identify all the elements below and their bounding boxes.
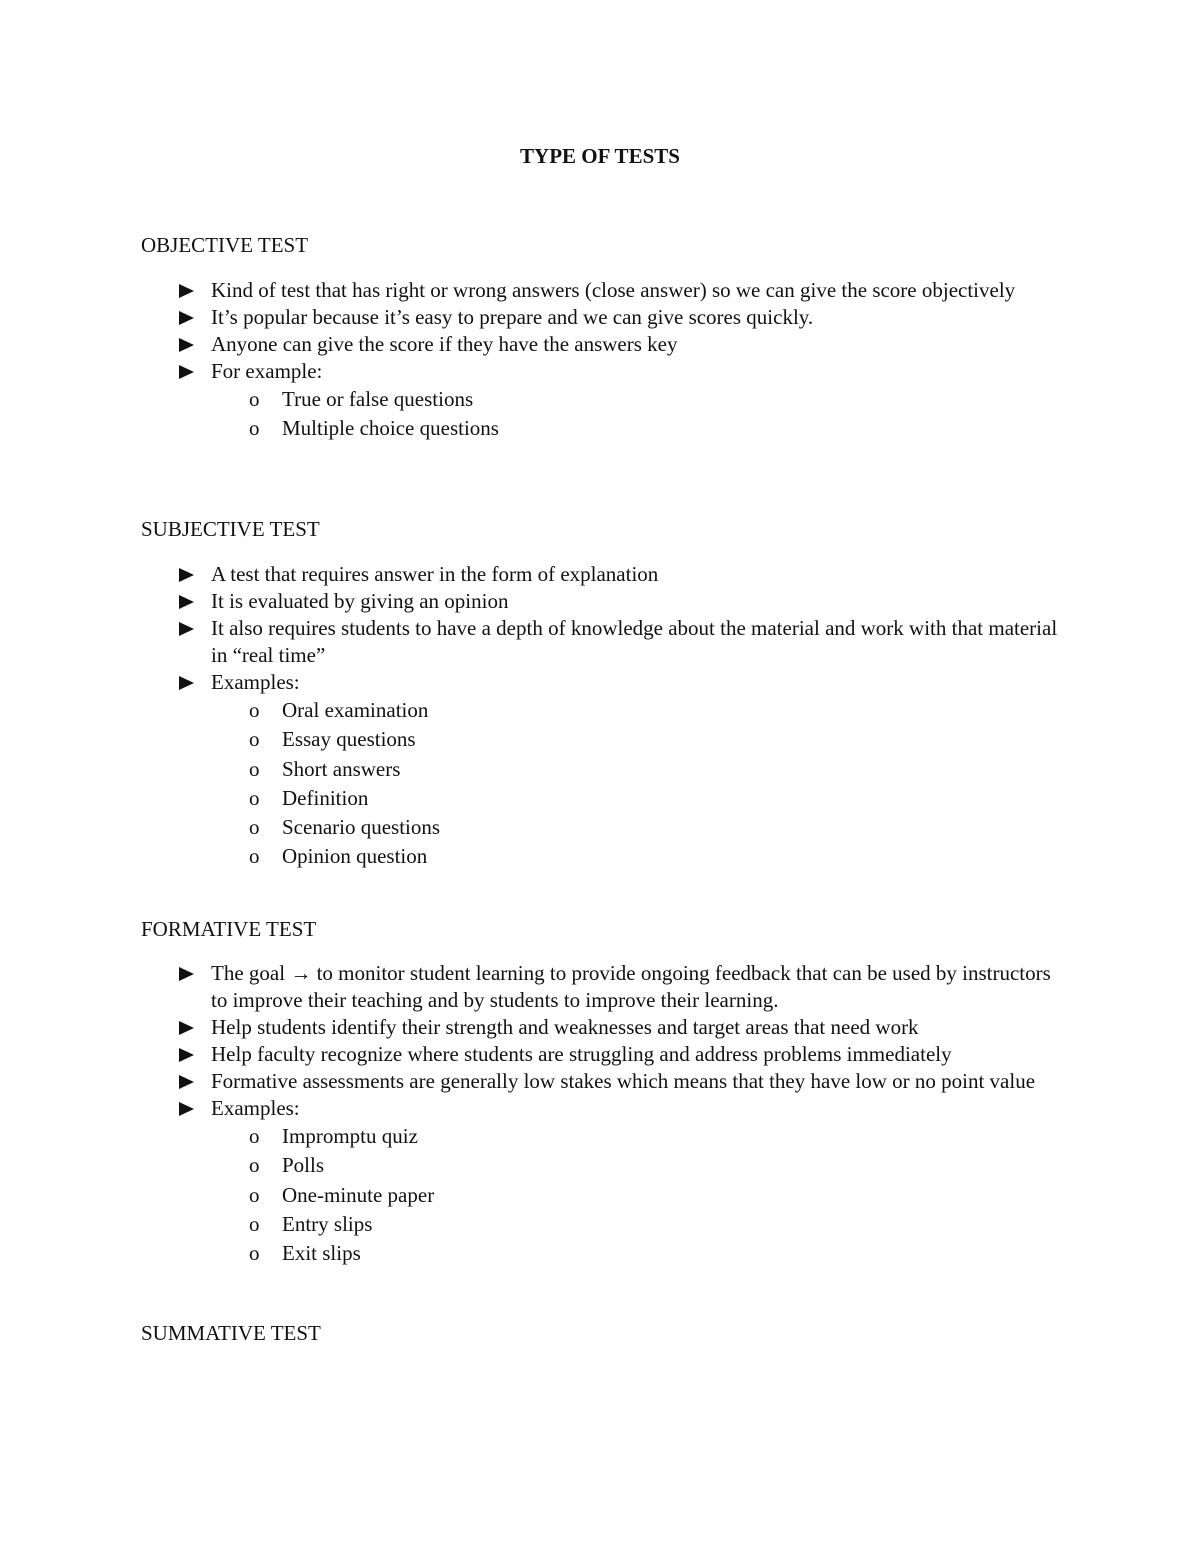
sub-list-item: o Entry slips [141,1210,1061,1239]
arrow-bullet-icon [179,676,194,690]
arrow-bullet-icon [179,1102,194,1116]
sub-list-item: o Multiple choice questions [141,414,1061,443]
arrow-bullet-icon [179,967,194,981]
sub-list-item: o Essay questions [141,725,1061,754]
list-item: Anyone can give the score if they have the answers key [141,331,1061,358]
circle-bullet-icon: o [249,387,260,411]
list-item: For example: o True or false questions o Multiple choice questions [141,358,1061,444]
list-item: It also requires students to have a depth of knowledge about the material and work with that material in “real time” [141,615,1061,669]
section-heading: SUBJECTIVE TEST [141,517,320,541]
bullet-list [141,561,1061,872]
list-item: The goal → to monitor student learning to provide ongoing feedback that can be used by instructors to improve their teaching and by students to improve their learning. [141,960,1061,1014]
sub-list [211,385,1061,444]
sub-list [211,696,1061,872]
circle-bullet-icon: o [249,1124,260,1148]
arrow-bullet-icon [179,568,194,582]
arrow-bullet-icon [179,311,194,325]
sub-list-item: o Scenario questions [141,813,1061,842]
sub-list-item: o Short answers [141,755,1061,784]
sub-list-item: o Polls [141,1151,1061,1180]
circle-bullet-icon: o [249,416,260,441]
sub-list-item: o True or false questions [141,385,1061,414]
circle-bullet-icon: o [249,785,260,810]
sub-list-item: o One-minute paper [141,1181,1061,1210]
section-summative-test [141,1320,1061,1347]
arrow-bullet-icon [179,338,194,352]
circle-bullet-icon: o [249,727,260,752]
list-item: It’s popular because it’s easy to prepare and we can give scores quickly. [141,304,1061,331]
arrow-bullet-icon [179,595,194,609]
list-item: Help students identify their strength and weaknesses and target areas that need work [141,1014,1061,1041]
sub-list [211,1122,1061,1268]
sub-list-item: o Definition [141,784,1061,813]
sub-list-item: o Impromptu quiz [141,1122,1061,1151]
circle-bullet-icon: o [249,815,260,840]
list-item: Kind of test that has right or wrong answers (close answer) so we can give the score objectively [141,277,1061,304]
sub-list-item: o Exit slips [141,1239,1061,1268]
list-item: Formative assessments are generally low stakes which means that they have low or no point value [141,1068,1061,1095]
circle-bullet-icon: o [249,1241,260,1266]
section-heading: FORMATIVE TEST [141,917,317,941]
list-item: Examples: o Impromptu quiz o Polls o One-minute paper o Entry slips o Exit slips [141,1095,1061,1268]
section-subjective-test [141,516,1061,872]
sub-list-item: o Oral examination [141,696,1061,725]
section-objective-test [141,232,1061,444]
bullet-list [141,960,1061,1268]
arrow-bullet-icon [179,1048,194,1062]
list-item: A test that requires answer in the form of explanation [141,561,1061,588]
list-item: Examples: o Oral examination o Essay questions o Short answers o Definition o Scenario questions o Opinion question [141,669,1061,872]
bullet-list [141,277,1061,444]
right-arrow-icon: → [290,961,312,985]
circle-bullet-icon: o [249,756,260,781]
circle-bullet-icon: o [249,1153,260,1178]
sub-list-item: o Opinion question [141,842,1061,871]
circle-bullet-icon: o [249,1182,260,1207]
section-heading: OBJECTIVE TEST [141,233,309,257]
arrow-bullet-icon [179,1021,194,1035]
arrow-bullet-icon [179,622,194,636]
arrow-bullet-icon [179,284,194,298]
section-heading: SUMMATIVE TEST [141,1321,321,1345]
circle-bullet-icon: o [249,844,260,869]
section-formative-test [141,916,1061,1268]
list-item: Help faculty recognize where students are struggling and address problems immediately [141,1041,1061,1068]
circle-bullet-icon: o [249,1211,260,1236]
document-title: TYPE OF TESTS [520,144,680,168]
arrow-bullet-icon [179,1075,194,1089]
circle-bullet-icon: o [249,698,260,722]
list-item: It is evaluated by giving an opinion [141,588,1061,615]
arrow-bullet-icon [179,365,194,379]
